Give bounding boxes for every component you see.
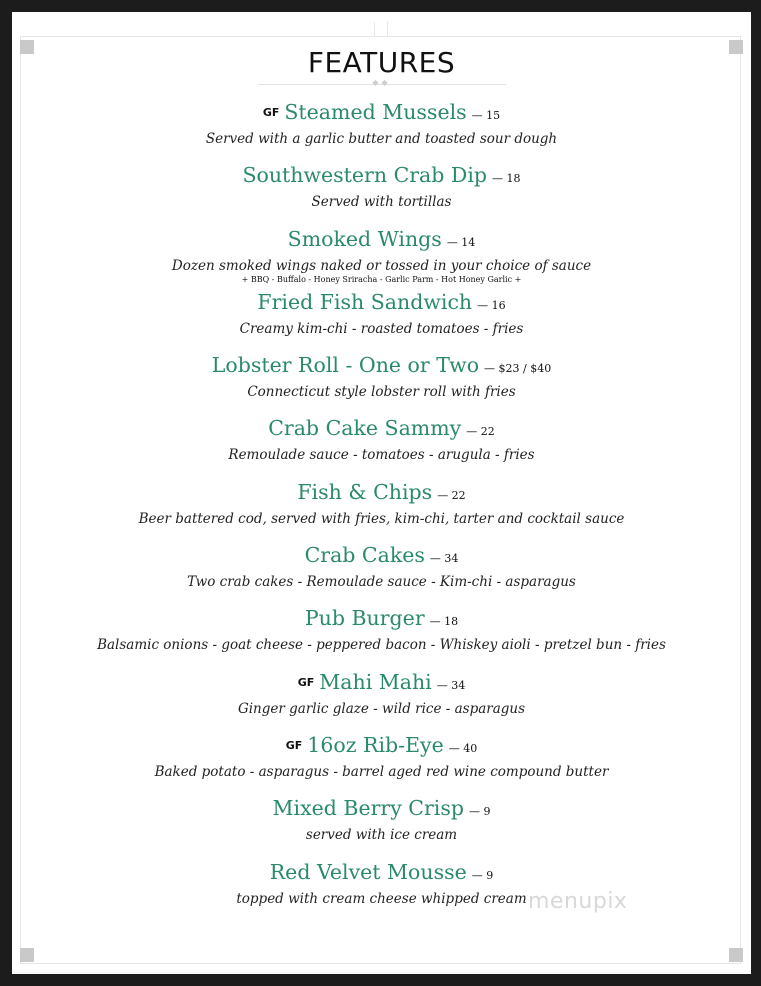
menu-item-heading	[12, 540, 751, 574]
menu-item	[12, 603, 751, 666]
menu-item	[12, 793, 751, 856]
menu-item-heading	[12, 667, 751, 701]
menu-item-price: — 18	[492, 172, 521, 186]
menu-item-description: Served with a garlic butter and toasted sour dough	[205, 131, 558, 147]
menu-item-price: — 34	[436, 678, 466, 692]
menu-item	[12, 287, 751, 350]
menu-item-name: Mixed Berry Crisp	[272, 796, 464, 821]
menu-item-description: Two crab cakes - Remoulade sauce - Kim-chi - asparagus	[187, 574, 576, 591]
menu-item-price: — 22	[437, 488, 466, 502]
menu-item-heading	[12, 477, 751, 511]
menu-item-description: Dozen smoked wings naked or tossed in your choice of sauce	[171, 257, 592, 274]
watermark: menupix	[528, 889, 628, 914]
menu-item-heading	[12, 160, 751, 194]
menu-item-name: Smoked Wings	[287, 226, 442, 251]
menu-item-price: — 22	[466, 425, 495, 439]
menu-item-name: Fish & Chips	[297, 479, 433, 504]
menu-item-name: Pub Burger	[304, 606, 425, 631]
menu-item	[12, 730, 751, 793]
menu-item-price: — $23 / $40	[484, 362, 552, 376]
menu-item-heading	[12, 793, 751, 827]
menu-item-heading	[12, 603, 751, 637]
menu-item-description: served with ice cream	[305, 827, 458, 844]
menu-item	[12, 857, 751, 920]
menu-item-name: Mahi Mahi	[319, 669, 432, 694]
menu-item	[12, 540, 751, 603]
menu-item	[12, 667, 751, 730]
menu-item-heading	[12, 730, 751, 764]
top-ornament	[374, 22, 388, 36]
menu-item	[12, 160, 751, 223]
menu-item-price: — 9	[468, 805, 491, 819]
menu-item-description: Served with tortillas	[311, 194, 452, 211]
menu-item-price: — 15	[471, 109, 501, 122]
menu-item-price: — 34	[429, 552, 459, 566]
menu-item-description: Creamy kim-chi - roasted tomatoes - fries	[239, 320, 524, 337]
menu-item-description: Connecticut style lobster roll with fries	[247, 384, 516, 401]
menu-item	[12, 413, 751, 476]
menu-item-name: Lobster Roll - One or Two	[211, 353, 480, 378]
menu-item-price: — 40	[448, 741, 478, 755]
menu-item-price: — 18	[429, 615, 459, 629]
gluten-free-badge: GF	[262, 106, 280, 119]
menu-item-heading	[12, 413, 751, 447]
menu-item-heading	[12, 287, 751, 321]
menu-item-heading	[12, 97, 751, 131]
menu-list	[12, 97, 751, 920]
menu-item-description: Ginger garlic glaze - wild rice - asparagus	[237, 700, 526, 717]
gluten-free-badge: GF	[297, 675, 315, 689]
corner-mark	[729, 948, 743, 962]
menu-item-name: Southwestern Crab Dip	[242, 163, 488, 188]
sauce-options: + BBQ - Buffalo - Honey Sriracha - Garlic Parm - Hot Honey Garlic +	[241, 274, 522, 284]
menu-page	[12, 12, 751, 974]
menu-item-description: topped with cream cheese whipped cream	[236, 890, 527, 907]
menu-item-name: Red Velvet Mousse	[269, 859, 467, 884]
menu-item-heading	[12, 857, 751, 891]
menu-item-description: Beer battered cod, served with fries, kim-chi, tarter and cocktail sauce	[138, 510, 625, 527]
menu-item-price: — 9	[471, 868, 494, 882]
menu-item-price: — 14	[446, 235, 476, 249]
menu-item-description: Balsamic onions - goat cheese - peppered bacon - Whiskey aioli - pretzel bun - fries	[97, 637, 666, 654]
gluten-free-badge: GF	[285, 738, 303, 752]
corner-mark	[20, 948, 34, 962]
menu-item-heading	[12, 224, 751, 258]
menu-item	[12, 97, 751, 160]
menu-item-name: Crab Cake Sammy	[268, 416, 462, 441]
page-title: FEATURES	[307, 46, 456, 79]
menu-item-description: Remoulade sauce - tomatoes - arugula - fries	[228, 447, 535, 464]
menu-item-description: Baked potato - asparagus - barrel aged red wine compound butter	[154, 763, 609, 780]
menu-item-name: 16oz Rib-Eye	[307, 732, 444, 757]
menu-item-price: — 16	[477, 298, 506, 312]
menu-item	[12, 224, 751, 287]
menu-item-name: Steamed Mussels	[284, 100, 467, 124]
menu-item	[12, 350, 751, 413]
menu-item-name: Crab Cakes	[304, 543, 425, 568]
menu-item-heading	[12, 350, 751, 384]
menu-item-name: Fried Fish Sandwich	[257, 289, 473, 314]
title-ornament-icon: ◆◆	[372, 78, 391, 87]
menu-item	[12, 477, 751, 540]
